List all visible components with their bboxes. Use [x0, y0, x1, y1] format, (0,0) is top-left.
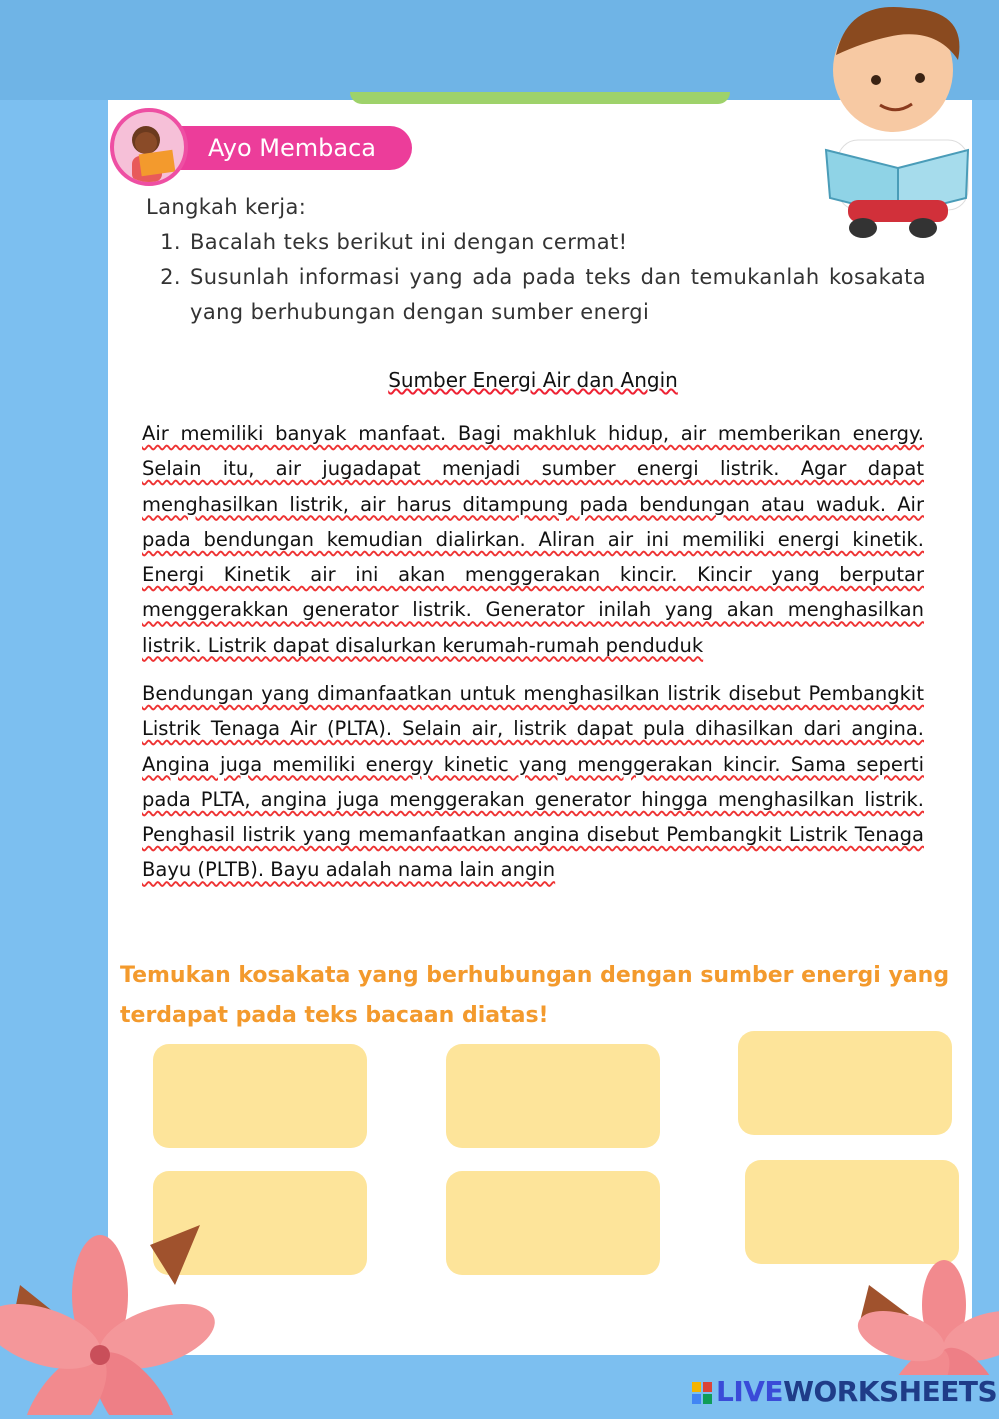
liveworksheets-logo	[692, 1375, 997, 1408]
instruction-step: 1. Bacalah teks berikut ini dengan cermat!	[188, 225, 926, 260]
reading-title: Sumber Energi Air dan Angin	[388, 368, 678, 392]
instructions-heading: Langkah kerja:	[146, 195, 307, 219]
answer-box-6[interactable]	[745, 1160, 959, 1264]
answer-box-3[interactable]	[738, 1031, 952, 1135]
reading-paragraph-2: Bendungan yang dimanfaatkan untuk menghasilkan listrik disebut Pembangkit Listrik Tenaga Air (PLTA). Selain air, listrik dapat pula dihasilkan dari angina. Angina juga memiliki energy kinetic yang menggerakan kincir. Sama seperti pada PLTA, angina juga menggerakan generator hingga menghasilkan listrik. Penghasil listrik yang memanfaatkan angina disebut Pembangkit Listrik Tenaga Bayu (PLTB). Bayu adalah nama lain angin	[142, 682, 924, 882]
reading-paragraph-1: Air memiliki banyak manfaat. Bagi makhluk hidup, air memberikan energy. Selain itu, air jugadapat menjadi sumber energi listrik. Agar dapat menghasilkan listrik, air harus ditampung pada bendungan atau waduk. Air pada bendungan kemudian dialirkan. Aliran air ini memiliki energi kinetik. Energi Kinetik air ini akan menggerakan kincir. Kincir yang berputar menggerakkan generator listrik. Generator inilah yang akan menghasilkan listrik. Listrik dapat disalurkan kerumah-rumah penduduk	[142, 422, 924, 657]
instruction-step: 2. Susunlah informasi yang ada pada teks dan temukanlah kosakata yang berhubungan dengan sumber energi	[188, 260, 926, 330]
question-prompt: Temukan kosakata yang berhubungan dengan sumber energi yang terdapat pada teks bacaan diatas!	[120, 963, 950, 1028]
instruction-list	[146, 225, 926, 330]
flower-right-icon	[849, 1255, 999, 1379]
liveworksheets-mark-icon	[692, 1382, 712, 1404]
answer-box-5[interactable]	[446, 1171, 660, 1275]
section-badge	[170, 126, 412, 170]
brand-prefix: LIVE	[716, 1375, 784, 1408]
answer-box-2[interactable]	[446, 1044, 660, 1148]
instructions	[146, 190, 926, 330]
answer-box-1[interactable]	[153, 1044, 367, 1148]
section-badge-label: Ayo Membaca	[208, 134, 376, 162]
reading-child-icon	[110, 108, 188, 186]
flower-left-icon	[0, 1205, 250, 1419]
green-tab-decoration	[350, 92, 730, 104]
brand-rest: WORKSHEETS	[783, 1375, 998, 1408]
